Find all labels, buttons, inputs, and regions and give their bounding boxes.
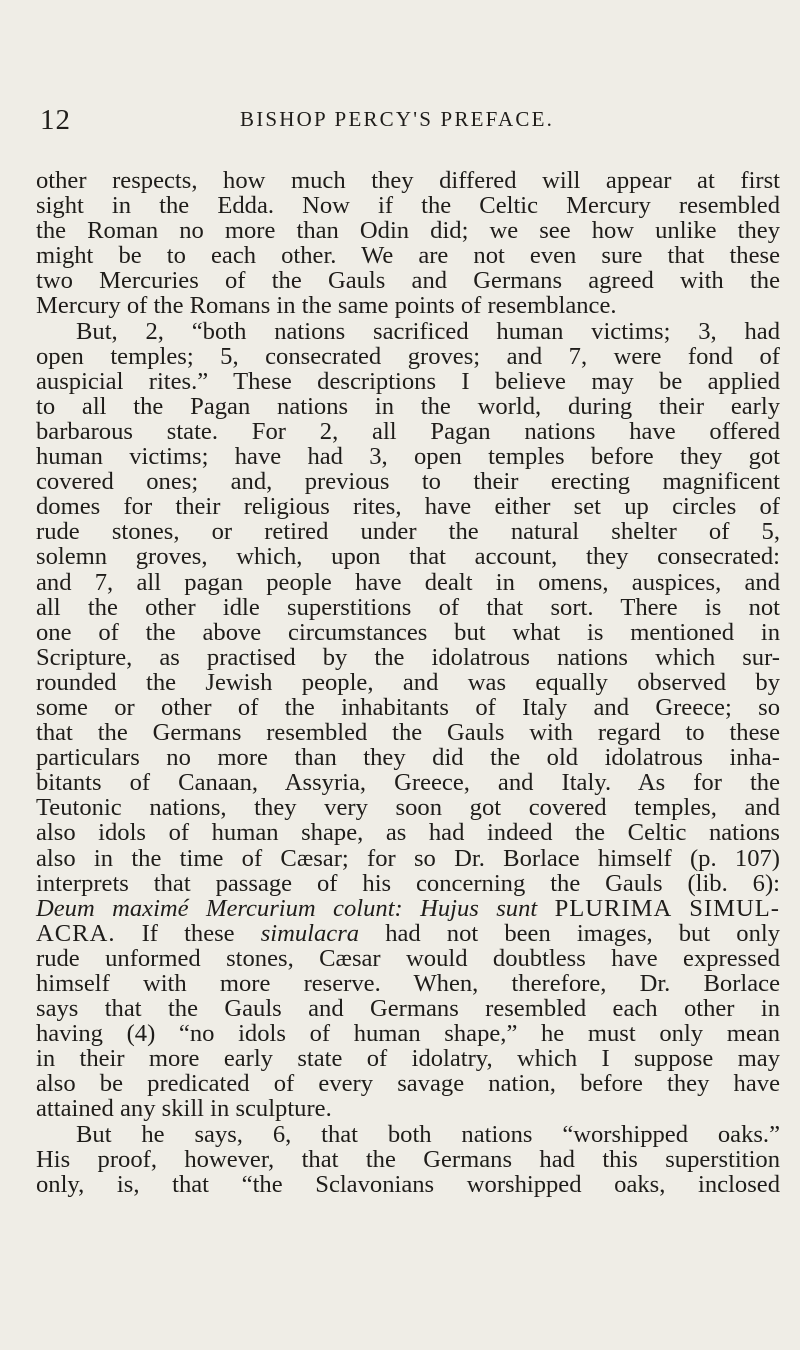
text-line: might be to each other. We are not even sure that these — [36, 242, 780, 270]
text-line: all the other idle superstitions of that sort. There is not — [36, 593, 780, 621]
text-line: But he says, 6, that both nations “worshipped oaks.” — [76, 1120, 780, 1148]
text-line: the Roman no more than Odin did; we see how unlike they — [36, 217, 780, 245]
text-line: says that the Gauls and Germans resembled each other in — [36, 995, 780, 1023]
text-line: rude unformed stones, Cæsar would doubtless have expressed — [36, 944, 780, 972]
body-text — [36, 168, 780, 1197]
text-line-mixed — [36, 896, 780, 921]
text-line: Scripture, as practised by the idolatrous nations which sur- — [36, 643, 780, 671]
text-line: rude stones, or retired under the natural shelter of 5, — [36, 518, 780, 546]
text-line: His proof, however, that the Germans had this superstition — [36, 1145, 780, 1173]
text-line: domes for their religious rites, have either set up circles of — [36, 493, 780, 521]
text-line: only, is, that “the Sclavonians worshipped oaks, inclosed — [36, 1170, 780, 1198]
text-line: also in the time of Cæsar; for so Dr. Borlace himself (p. 107) — [36, 844, 780, 872]
latin-quote: Deum maximé Mercurium colunt: Hujus sunt — [36, 894, 538, 922]
text-line: open temples; 5, consecrated groves; and 7, were fond of — [36, 342, 780, 370]
small-caps-text: PLURIMA SIMUL- — [554, 894, 780, 922]
text-line: rounded the Jewish people, and was equally observed by — [36, 668, 780, 696]
text-line: sight in the Edda. Now if the Celtic Mercury resembled — [36, 192, 780, 220]
text-line: in their more early state of idolatry, which I suppose may — [36, 1045, 780, 1073]
latin-word: simulacra — [260, 919, 360, 947]
text-line: Mercury of the Romans in the same points of resemblance. — [36, 292, 617, 320]
text-line: one of the above circumstances but what is mentioned in — [36, 618, 780, 646]
text-line: barbarous state. For 2, all Pagan nations have offered — [36, 417, 780, 445]
text-line: covered ones; and, previous to their erecting magnificent — [36, 468, 780, 496]
text-line: two Mercuries of the Gauls and Germans agreed with the — [36, 267, 780, 295]
text-line: other respects, how much they differed will appear at first — [36, 167, 780, 194]
text-line: having (4) “no idols of human shape,” he must only mean — [36, 1020, 780, 1048]
page-header — [40, 104, 760, 144]
text-line: But, 2, “both nations sacrificed human victims; 3, had — [76, 317, 780, 345]
text-line: attained any skill in sculpture. — [36, 1095, 332, 1123]
text-line: auspicial rites.” These descriptions I believe may be applied — [36, 367, 780, 395]
text-line-mixed — [36, 921, 780, 946]
text-line: that the Germans resembled the Gauls with regard to these — [36, 719, 780, 747]
text-segment: had not been images, but only — [385, 919, 781, 947]
text-line: Teutonic nations, they very soon got covered temples, and — [36, 794, 780, 822]
text-line: interprets that passage of his concerning the Gauls (lib. 6): — [36, 869, 780, 897]
text-line: himself with more reserve. When, therefore, Dr. Borlace — [36, 970, 780, 997]
text-line: bitants of Canaan, Assyria, Greece, and Italy. As for the — [36, 769, 780, 797]
text-line: particulars no more than they did the old idolatrous inha- — [36, 744, 780, 772]
text-line: human victims; have had 3, open temples before they got — [36, 443, 780, 471]
text-line: some or other of the inhabitants of Italy and Greece; so — [36, 693, 780, 721]
text-line: and 7, all pagan people have dealt in omens, auspices, and — [36, 568, 780, 596]
text-line: to all the Pagan nations in the world, during their early — [36, 392, 780, 420]
small-caps-text: ACRA. — [36, 919, 116, 947]
page-number: 12 — [40, 104, 71, 136]
text-line: solemn groves, which, upon that account, they consecrated: — [36, 543, 780, 571]
text-line: also be predicated of every savage nation, before they have — [36, 1070, 780, 1098]
text-segment: If these — [141, 919, 235, 947]
running-head: BISHOP PERCY'S PREFACE. — [240, 107, 555, 131]
text-line: also idols of human shape, as had indeed the Celtic nations — [36, 819, 780, 847]
